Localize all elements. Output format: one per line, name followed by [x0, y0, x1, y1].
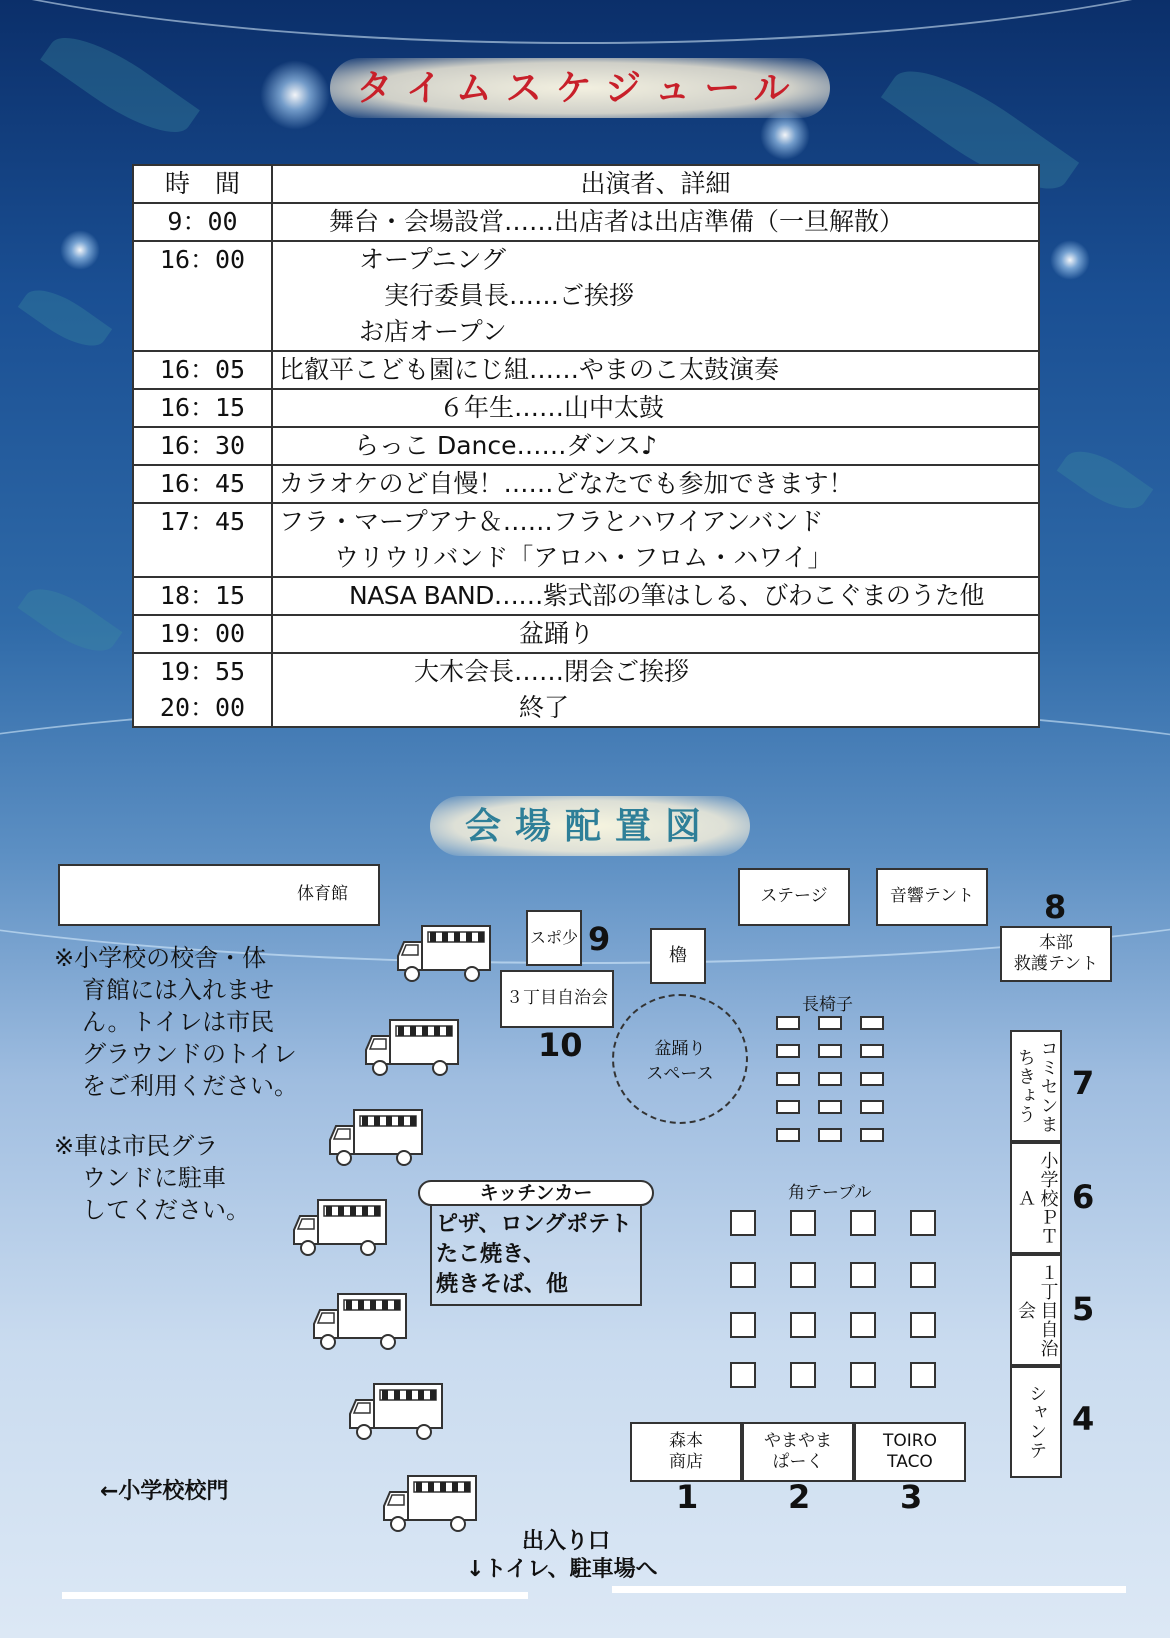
- time-cell: [133, 653, 272, 727]
- table-row: [133, 427, 1039, 465]
- detail-line: ウリウリバンド「アロハ・フロム・ハワイ」: [334, 543, 833, 572]
- bench: [818, 1072, 842, 1086]
- kitchen-car-icon: [394, 922, 494, 986]
- detail-cell: [272, 241, 1039, 351]
- bench: [818, 1100, 842, 1114]
- map-title: 会場配置図: [430, 796, 750, 856]
- kitchen-car-icon: [362, 1016, 462, 1080]
- kitchen-car-icon: [380, 1472, 480, 1536]
- sparkle-decoration: [260, 60, 330, 130]
- chome3-box: [500, 970, 614, 1028]
- booth-label: コミセンまちきょう: [1015, 1038, 1059, 1134]
- leaf-decoration: [18, 277, 112, 358]
- detail-line: オープニング: [359, 245, 507, 274]
- sports-box: [526, 910, 582, 966]
- booth-5-number: 5: [1072, 1290, 1095, 1328]
- square-table: [790, 1362, 816, 1388]
- kitchen-car-icon: [346, 1380, 446, 1444]
- gym-box: [58, 864, 380, 926]
- toilet-parking-label: ↓トイレ、駐車場へ: [466, 1557, 658, 1582]
- table-row: [133, 203, 1039, 241]
- bon-label: スペース: [646, 1064, 714, 1084]
- detail-cell: [272, 427, 1039, 465]
- bench: [860, 1016, 884, 1030]
- decorative-arc: [0, 0, 1170, 44]
- table-row: [133, 503, 1039, 577]
- detail-line: 比叡平こども園にじ組……やまのこ太鼓演奏: [279, 355, 780, 384]
- leaf-decoration: [18, 575, 123, 665]
- menu-line: ピザ、ロングポテト: [436, 1212, 633, 1237]
- booth-5: [1010, 1254, 1062, 1366]
- sparkle-decoration: [60, 230, 100, 270]
- bench: [818, 1044, 842, 1058]
- table-row: [133, 653, 1039, 727]
- square-table: [730, 1362, 756, 1388]
- schedule-table: [132, 164, 1040, 728]
- detail-line: カラオケのど自慢！……どなたでも参加できます！: [279, 469, 854, 498]
- stage-label: ステージ: [760, 886, 828, 907]
- gym-label: 体育館: [297, 884, 348, 905]
- stage-box: [738, 868, 850, 926]
- bench: [776, 1016, 800, 1030]
- note-line: グラウンドのトイレ: [82, 1040, 297, 1068]
- time-cell: 18：15: [133, 577, 272, 615]
- detail-line: NASA BAND……紫式部の筆はしる、びわこぐまのうた他: [349, 581, 984, 610]
- booth-1: [630, 1422, 742, 1482]
- detail-cell: [272, 465, 1039, 503]
- booth-4-number: 4: [1072, 1400, 1095, 1438]
- time-cell: 19：00: [133, 615, 272, 653]
- detail-cell: [272, 389, 1039, 427]
- yagura-box: [650, 928, 706, 984]
- square-table: [790, 1262, 816, 1288]
- square-table: [730, 1210, 756, 1236]
- bench: [860, 1128, 884, 1142]
- detail-line: 終了: [519, 693, 570, 722]
- table-header-row: [133, 165, 1039, 203]
- square-table: [790, 1210, 816, 1236]
- detail-cell: [272, 615, 1039, 653]
- detail-line: お店オープン: [359, 317, 507, 346]
- bench: [860, 1072, 884, 1086]
- kitchen-car-icon: [290, 1196, 390, 1260]
- detail-cell: [272, 653, 1039, 727]
- sparkle-decoration: [1050, 240, 1090, 280]
- benches-label: 長椅子: [802, 995, 853, 1015]
- sports-number: 9: [588, 920, 611, 958]
- booth-label: TOIRO: [883, 1430, 937, 1451]
- note-line: をご利用ください。: [82, 1072, 298, 1100]
- time-cell: 16：45: [133, 465, 272, 503]
- bench: [776, 1100, 800, 1114]
- note-line: ※小学校の校舎・体: [54, 944, 267, 972]
- kitchen-car-title: キッチンカー: [418, 1180, 654, 1206]
- booth-6-number: 6: [1072, 1178, 1095, 1216]
- square-table: [910, 1362, 936, 1388]
- bon-label: 盆踊り: [654, 1039, 706, 1059]
- time-cell: 9：00: [133, 203, 272, 241]
- yagura-label: 櫓: [669, 944, 687, 966]
- square-table: [850, 1362, 876, 1388]
- table-row: [133, 389, 1039, 427]
- bench: [860, 1044, 884, 1058]
- time-cell: 16：30: [133, 427, 272, 465]
- header-detail: 出演者、詳細: [272, 165, 1039, 203]
- tables-label: 角テーブル: [788, 1183, 872, 1203]
- booth-label: シャンテ: [1026, 1384, 1048, 1460]
- booth-label: 森本: [669, 1430, 703, 1451]
- menu-line: たこ焼き、: [436, 1242, 546, 1267]
- time-cell: 17：45: [133, 503, 272, 577]
- sound-tent-box: [876, 868, 988, 926]
- bench: [776, 1072, 800, 1086]
- square-table: [910, 1262, 936, 1288]
- bench: [776, 1128, 800, 1142]
- detail-line: らっこ Dance……ダンス♪: [354, 431, 657, 460]
- time-cell: 16：15: [133, 389, 272, 427]
- kitchen-car-menu: [430, 1206, 642, 1306]
- hq-box: [1000, 926, 1112, 982]
- school-gate-label: ←小学校校門: [100, 1479, 229, 1504]
- square-table: [850, 1210, 876, 1236]
- time-line: 19：55: [159, 657, 246, 686]
- sound-tent-label: 音響テント: [889, 886, 975, 907]
- booth-1-number: 1: [676, 1478, 699, 1516]
- hq-label: 救護テント: [1013, 954, 1099, 974]
- sports-label: スポ少: [529, 928, 578, 947]
- hq-label: 本部: [1039, 932, 1073, 953]
- table-row: [133, 241, 1039, 351]
- booth-label: やまやま: [764, 1430, 832, 1451]
- note-line: ※車は市民グラ: [54, 1132, 219, 1160]
- booth-2-number: 2: [788, 1478, 811, 1516]
- bench: [776, 1044, 800, 1058]
- square-table: [910, 1312, 936, 1338]
- note-line: してください。: [82, 1196, 250, 1224]
- booth-2: [742, 1422, 854, 1482]
- detail-cell: [272, 577, 1039, 615]
- header-time: 時 間: [133, 165, 272, 203]
- square-table: [910, 1210, 936, 1236]
- booth-label: 小学校ＰＴＡ: [1015, 1150, 1059, 1246]
- square-table: [850, 1262, 876, 1288]
- entrance-label: 出入り口: [522, 1529, 611, 1554]
- table-row: [133, 577, 1039, 615]
- kitchen-car-icon: [326, 1106, 426, 1170]
- detail-line: 大木会長……閉会ご挨拶: [414, 657, 690, 686]
- leaf-decoration: [40, 19, 200, 152]
- kitchen-car-icon: [310, 1290, 410, 1354]
- detail-cell: [272, 351, 1039, 389]
- note-line: ウンドに駐車: [82, 1164, 226, 1192]
- booth-7-number: 7: [1072, 1064, 1095, 1102]
- booth-label: TACO: [887, 1452, 933, 1472]
- booth-3: [854, 1422, 966, 1482]
- chome3-number: 10: [538, 1026, 583, 1064]
- table-row: [133, 351, 1039, 389]
- note-line: 育館には入れませ: [82, 976, 274, 1004]
- leaf-decoration: [1057, 438, 1154, 522]
- booth-3-number: 3: [900, 1478, 923, 1516]
- time-cell: 16：00: [133, 241, 272, 351]
- square-table: [730, 1262, 756, 1288]
- bon-odori-space: [612, 994, 748, 1124]
- detail-cell: [272, 203, 1039, 241]
- booth-6: [1010, 1142, 1062, 1254]
- detail-line: 舞台・会場設営……出店者は出店準備（一旦解散）: [329, 207, 905, 236]
- bench: [818, 1016, 842, 1030]
- booth-label: ぱーく: [772, 1452, 824, 1472]
- detail-line: 実行委員長……ご挨拶: [384, 281, 635, 310]
- note-line: ん。トイレは市民: [82, 1008, 275, 1036]
- chome3-label: ３丁目自治会: [506, 988, 608, 1009]
- square-table: [790, 1312, 816, 1338]
- booth-4: [1010, 1366, 1062, 1478]
- table-row: [133, 615, 1039, 653]
- detail-line: 盆踊り: [519, 619, 595, 648]
- bench: [818, 1128, 842, 1142]
- note-school: [54, 942, 298, 1102]
- booth-7: [1010, 1030, 1062, 1142]
- detail-line: ６年生……山中太鼓: [439, 393, 665, 422]
- booth-label: 商店: [669, 1452, 703, 1472]
- time-line: 20：00: [159, 693, 246, 722]
- detail-cell: [272, 503, 1039, 577]
- schedule-title: タイムスケジュール: [330, 58, 830, 118]
- detail-line: フラ・マープアナ＆……フラとハワイアンバンド: [279, 507, 824, 536]
- menu-line: 焼きそば、他: [436, 1272, 569, 1297]
- table-row: [133, 465, 1039, 503]
- road-line: [612, 1586, 1126, 1593]
- road-line: [62, 1592, 528, 1599]
- square-table: [730, 1312, 756, 1338]
- square-table: [850, 1312, 876, 1338]
- booth-label: １丁目自治会: [1015, 1262, 1059, 1358]
- time-cell: 16：05: [133, 351, 272, 389]
- note-parking: [54, 1130, 250, 1226]
- bench: [860, 1100, 884, 1114]
- hq-number: 8: [1044, 888, 1067, 926]
